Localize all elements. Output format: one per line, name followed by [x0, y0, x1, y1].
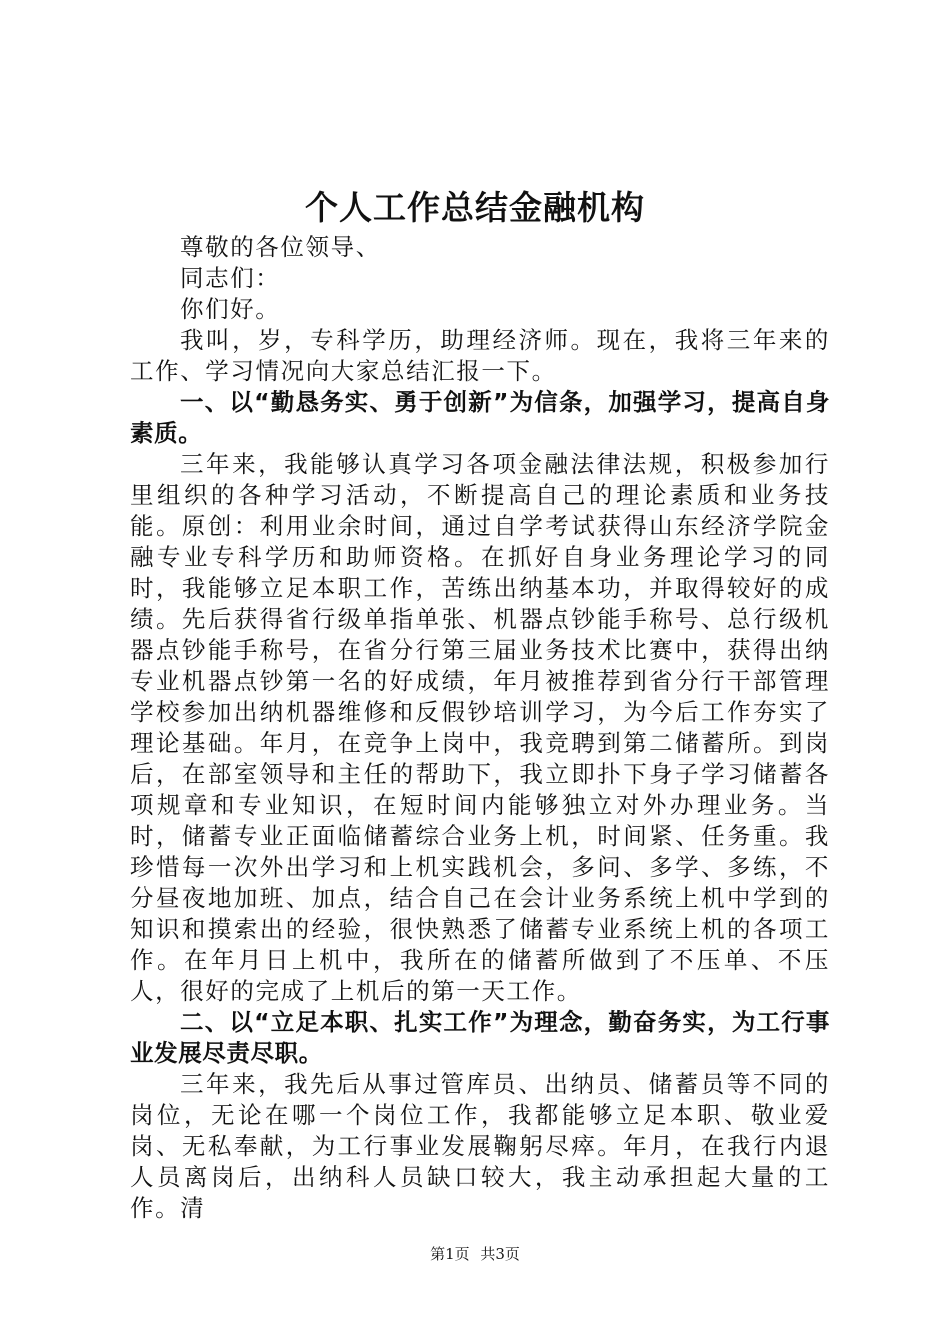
greeting-line: 你们好。 [180, 295, 281, 323]
body-paragraph: 三年来，我能够认真学习各项金融法律法规，积极参加行里组织的各种学习活动，不断提高自己的理论素质和业务技能。原创：利用业余时间，通过自学考试获得山东经济学院金融专业专科学历和助师资格。在抓好自身业务理论学习的同时，我能够立足本职工作，苦练出纳基本功，并取得较好的成绩。先后获得省行级单指单张、机器点钞能手称号、总行级机器点钞能手称号，在省分行第三届业务技术比赛中，获得出纳专业机器点钞第一名的好成绩，年月被推荐到省分行干部管理学校参加出纳机器维修和反假钞培训学习，为今后工作夯实了理论基础。年月，在竞争上岗中，我竞聘到第二储蓄所。到岗后，在部室领导和主任的帮助下，我立即扑下身子学习储蓄各项规章和专业知识，在短时间内能够独立对外办理业务。当时，储蓄专业正面临储蓄综合业务上机，时间紧、任务重。我珍惜每一次外出学习和上机实践机会，多问、多学、多练，不分昼夜地加班、加点，结合自己在会计业务系统上机中学到的知识和摸索出的经验，很快熟悉了储蓄专业系统上机的各项工作。在年月日上机中，我所在的储蓄所做到了不压单、不压人，很好的完成了上机后的第一天工作。 [130, 450, 830, 1005]
body-paragraph: 三年来，我先后从事过管库员、出纳员、储蓄员等不同的岗位，无论在哪一个岗位工作，我都能够立足本职、敬业爱岗、无私奉献，为工行事业发展鞠躬尽瘁。年月，在我行内退人员离岗后，出纳科人员缺口较大，我主动承担起大量的工作。清 [130, 1070, 830, 1222]
document-body [130, 232, 830, 1224]
salutation-line: 同志们： [180, 264, 281, 292]
page-footer [0, 1244, 950, 1264]
document-title: 个人工作总结金融机构 [305, 188, 645, 227]
page-total: 共3页 [480, 1245, 520, 1263]
section-heading: 二、以“立足本职、扎实工作”为理念，勤奋务实，为工行事业发展尽责尽职。 [130, 1008, 830, 1067]
salutation-line: 尊敬的各位领导、 [180, 233, 381, 261]
section-heading: 一、以“勤恳务实、勇于创新”为信条，加强学习，提高自身素质。 [130, 388, 830, 447]
body-paragraph: 我叫，岁，专科学历，助理经济师。现在，我将三年来的工作、学习情况向大家总结汇报一下。 [130, 326, 830, 385]
page-number: 第1页 [430, 1245, 470, 1263]
